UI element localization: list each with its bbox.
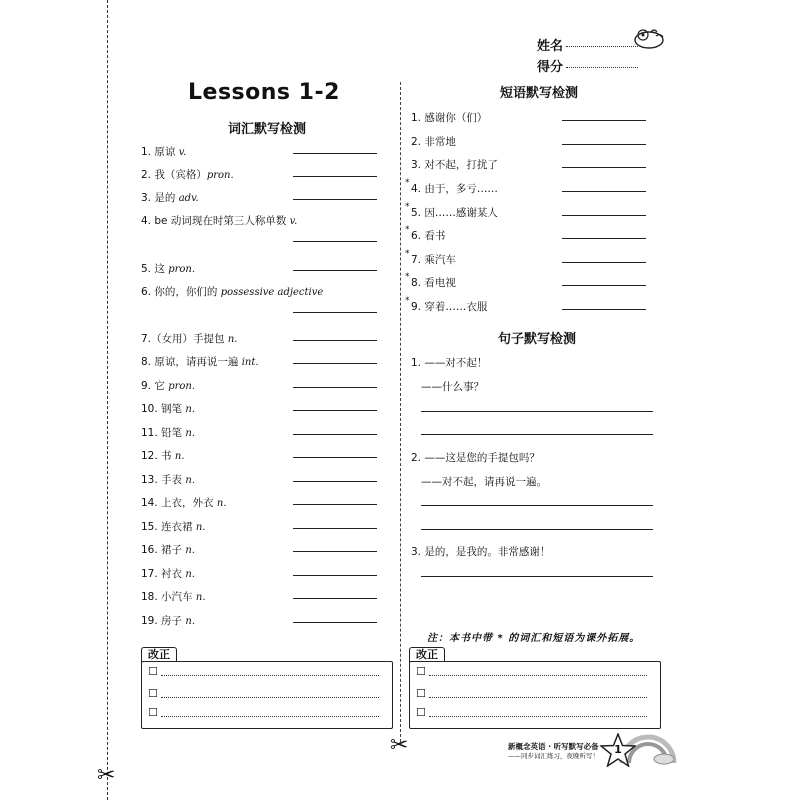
vocab-item [141, 495, 227, 510]
left-cut-line [107, 0, 108, 800]
score-field[interactable] [566, 67, 638, 68]
vocab-item [141, 566, 195, 581]
vocab-item-pos: n. [185, 475, 195, 486]
vocab-item-pos: v. [178, 147, 187, 158]
sentence-text: 3. 是的，是我的。非常感谢！ [411, 546, 551, 558]
phrase-answer-line[interactable] [562, 309, 646, 310]
vocab-item-text: 5. 这 [141, 263, 169, 275]
vocab-item-pos: n. [185, 616, 195, 627]
vocab-answer-line[interactable] [293, 504, 377, 505]
correction-tab [141, 647, 177, 662]
correction-checkbox[interactable]: ☐ [416, 665, 426, 678]
vocab-item-pos: n. [195, 522, 206, 533]
correction-checkbox[interactable]: ☐ [148, 706, 158, 719]
vocab-item-text: 3. 是的 [141, 192, 179, 204]
sentence-answer-line[interactable] [421, 576, 653, 577]
correction-line[interactable] [161, 675, 379, 676]
vocab-item [141, 190, 199, 205]
vocab-item [141, 167, 234, 182]
vocab-item [141, 331, 237, 346]
phrase-item [405, 225, 446, 243]
vocab-answer-line[interactable] [293, 153, 377, 154]
vocab-item-pos: n. [174, 451, 185, 462]
vocab-answer-line[interactable] [293, 575, 377, 576]
vocab-answer-line[interactable] [293, 528, 377, 529]
phrase-item [405, 202, 498, 220]
sentence-text: ——什么事？ [421, 381, 484, 393]
phrase-answer-line[interactable] [562, 167, 646, 168]
sentence-text: 2. ——这是您的手提包吗？ [411, 452, 540, 464]
cartoon-sun-icon [632, 26, 666, 50]
vocab-item-text: 13. 手表 [141, 474, 186, 486]
vocab-answer-line[interactable] [293, 598, 377, 599]
extension-star-mark: * [405, 225, 410, 235]
scissors-icon: ✂ [390, 733, 409, 758]
phrase-answer-line[interactable] [562, 285, 646, 286]
phrase-answer-line[interactable] [562, 262, 646, 263]
phrase-item-text: 3. 对不起，打扰了 [411, 159, 498, 171]
vocab-item-text: 4. be 动词现在时第三人称单数 [141, 215, 290, 227]
phrase-item-text: 8. 看电视 [411, 277, 456, 289]
correction-line[interactable] [429, 697, 647, 698]
vocab-item [141, 519, 206, 534]
correction-line[interactable] [429, 716, 647, 717]
vocab-item-pos: n. [185, 404, 195, 415]
phrase-answer-line[interactable] [562, 238, 646, 239]
vocab-answer-line[interactable] [293, 410, 377, 411]
correction-line[interactable] [161, 697, 379, 698]
vocab-item [141, 448, 185, 463]
vocab-item-text: 9. 它 [141, 380, 169, 392]
vocab-item [141, 378, 195, 393]
vocab-item-pos: adv. [178, 193, 199, 204]
vocab-answer-line[interactable] [293, 434, 377, 435]
vocab-item [141, 613, 195, 628]
vocab-item [141, 542, 195, 557]
extension-star-mark: * [405, 296, 410, 306]
vocab-item-text: 7.（女用）手提包 [141, 333, 228, 345]
vocab-item-text: 1. 原谅 [141, 146, 179, 158]
vocab-item-pos: n. [185, 569, 195, 580]
vocab-item-text: 11. 铅笔 [141, 427, 186, 439]
vocab-answer-line[interactable] [293, 176, 377, 177]
sentence-text: 1. ——对不起！ [411, 357, 488, 369]
vocab-answer-line[interactable] [293, 270, 377, 271]
vocab-item-text: 14. 上衣，外衣 [141, 497, 217, 509]
vocab-answer-line[interactable] [293, 312, 377, 313]
scissors-icon: ✂ [97, 763, 116, 788]
vocab-item-pos: pron. [168, 381, 196, 392]
page-title: Lessons 1-2 [188, 80, 340, 105]
footnote: 注：本书中带 * 的词汇和短语为课外拓展。 [427, 633, 641, 644]
score-label: 得分 [537, 60, 564, 75]
phrase-item [405, 178, 498, 196]
phrase-item-text: 5. 因……感谢某人 [411, 207, 498, 219]
vocab-answer-line[interactable] [293, 387, 377, 388]
sentence-text: ——对不起，请再说一遍。 [421, 476, 547, 488]
phrase-item-text: 6. 看书 [411, 230, 446, 242]
vocab-item-pos: v. [289, 216, 298, 227]
vocab-item-pos: pron. [206, 170, 234, 181]
correction-line[interactable] [161, 716, 379, 717]
sentence-answer-line[interactable] [421, 529, 653, 530]
sentence-answer-line[interactable] [421, 505, 653, 506]
correction-checkbox[interactable]: ☐ [148, 687, 158, 700]
vocab-item [141, 284, 323, 299]
correction-area [141, 661, 393, 729]
vocab-answer-line[interactable] [293, 340, 377, 341]
phrase-item [405, 272, 456, 290]
vocab-item-pos: n. [195, 592, 206, 603]
vocab-item [141, 261, 195, 276]
name-field[interactable] [566, 46, 638, 47]
phrase-item-text: 2. 非常地 [411, 136, 456, 148]
extension-star-mark: * [405, 272, 410, 282]
correction-checkbox[interactable]: ☐ [416, 706, 426, 719]
vocab-item-text: 19. 房子 [141, 615, 186, 627]
vocab-item-text: 17. 衬衣 [141, 568, 186, 580]
phrases-heading: 短语默写检测 [500, 86, 579, 101]
vocab-item-pos: possessive adjective [220, 287, 324, 298]
vocab-item-pos: n. [185, 545, 195, 556]
name-label: 姓名 [537, 39, 564, 54]
sentence-answer-line[interactable] [421, 411, 653, 412]
vocab-item [141, 213, 297, 228]
correction-label: 改正 [416, 648, 438, 661]
correction-label: 改正 [148, 648, 170, 661]
vocab-heading: 词汇默写检测 [228, 122, 307, 137]
vocab-answer-line[interactable] [293, 551, 377, 552]
vocab-item-text: 2. 我（宾格） [141, 169, 207, 181]
vocab-item-pos: n. [227, 334, 238, 345]
phrase-item [411, 134, 456, 149]
correction-line[interactable] [429, 675, 647, 676]
phrase-item-text: 9. 穿着……衣服 [411, 301, 488, 313]
vocab-item [141, 472, 195, 487]
correction-area [409, 661, 661, 729]
extension-star-mark: * [405, 249, 410, 259]
vocab-answer-line[interactable] [293, 241, 377, 242]
page-number: 1 [614, 743, 622, 756]
vocab-item-text: 12. 书 [141, 450, 175, 462]
phrase-answer-line[interactable] [562, 144, 646, 145]
extension-star-mark: * [405, 178, 410, 188]
phrase-answer-line[interactable] [562, 120, 646, 121]
sentences-heading: 句子默写检测 [498, 332, 577, 347]
vocab-answer-line[interactable] [293, 481, 377, 482]
phrase-item-text: 1. 感谢你（们） [411, 112, 488, 124]
vocab-item [141, 144, 186, 159]
sentence-answer-line[interactable] [421, 434, 653, 435]
vocab-item-text: 6. 你的，你们的 [141, 286, 221, 298]
vocab-item [141, 425, 195, 440]
vocab-item-text: 8. 原谅，请再说一遍 [141, 356, 242, 368]
vocab-item-text: 18. 小汽车 [141, 591, 196, 603]
phrase-answer-line[interactable] [562, 215, 646, 216]
vocab-item-pos: pron. [168, 264, 196, 275]
phrase-item [411, 157, 498, 172]
correction-checkbox[interactable]: ☐ [416, 687, 426, 700]
phrase-answer-line[interactable] [562, 191, 646, 192]
vocab-answer-line[interactable] [293, 457, 377, 458]
phrase-item [405, 249, 456, 267]
footer-series: 新概念英语 · 听写默写必备 [508, 742, 599, 751]
correction-checkbox[interactable]: ☐ [148, 665, 158, 678]
vocab-answer-line[interactable] [293, 622, 377, 623]
vocab-item-pos: int. [241, 357, 259, 368]
vocab-item [141, 354, 259, 369]
vocab-item [141, 401, 195, 416]
phrase-item-text: 4. 由于，多亏…… [411, 183, 498, 195]
vocab-item-pos: n. [185, 428, 195, 439]
column-divider [400, 82, 401, 742]
vocab-item-text: 15. 连衣裙 [141, 521, 196, 533]
vocab-answer-line[interactable] [293, 363, 377, 364]
vocab-answer-line[interactable] [293, 199, 377, 200]
vocab-item-pos: n. [216, 498, 227, 509]
vocab-item-text: 10. 钢笔 [141, 403, 186, 415]
vocab-item-text: 16. 裙子 [141, 544, 186, 556]
extension-star-mark: * [405, 202, 410, 212]
phrase-item [405, 296, 488, 314]
footer-tagline: ——同步词汇练习，夜晚听写！ [508, 752, 599, 760]
phrase-item-text: 7. 乘汽车 [411, 254, 456, 266]
vocab-item [141, 589, 206, 604]
phrase-item [411, 110, 487, 125]
correction-tab [409, 647, 445, 662]
